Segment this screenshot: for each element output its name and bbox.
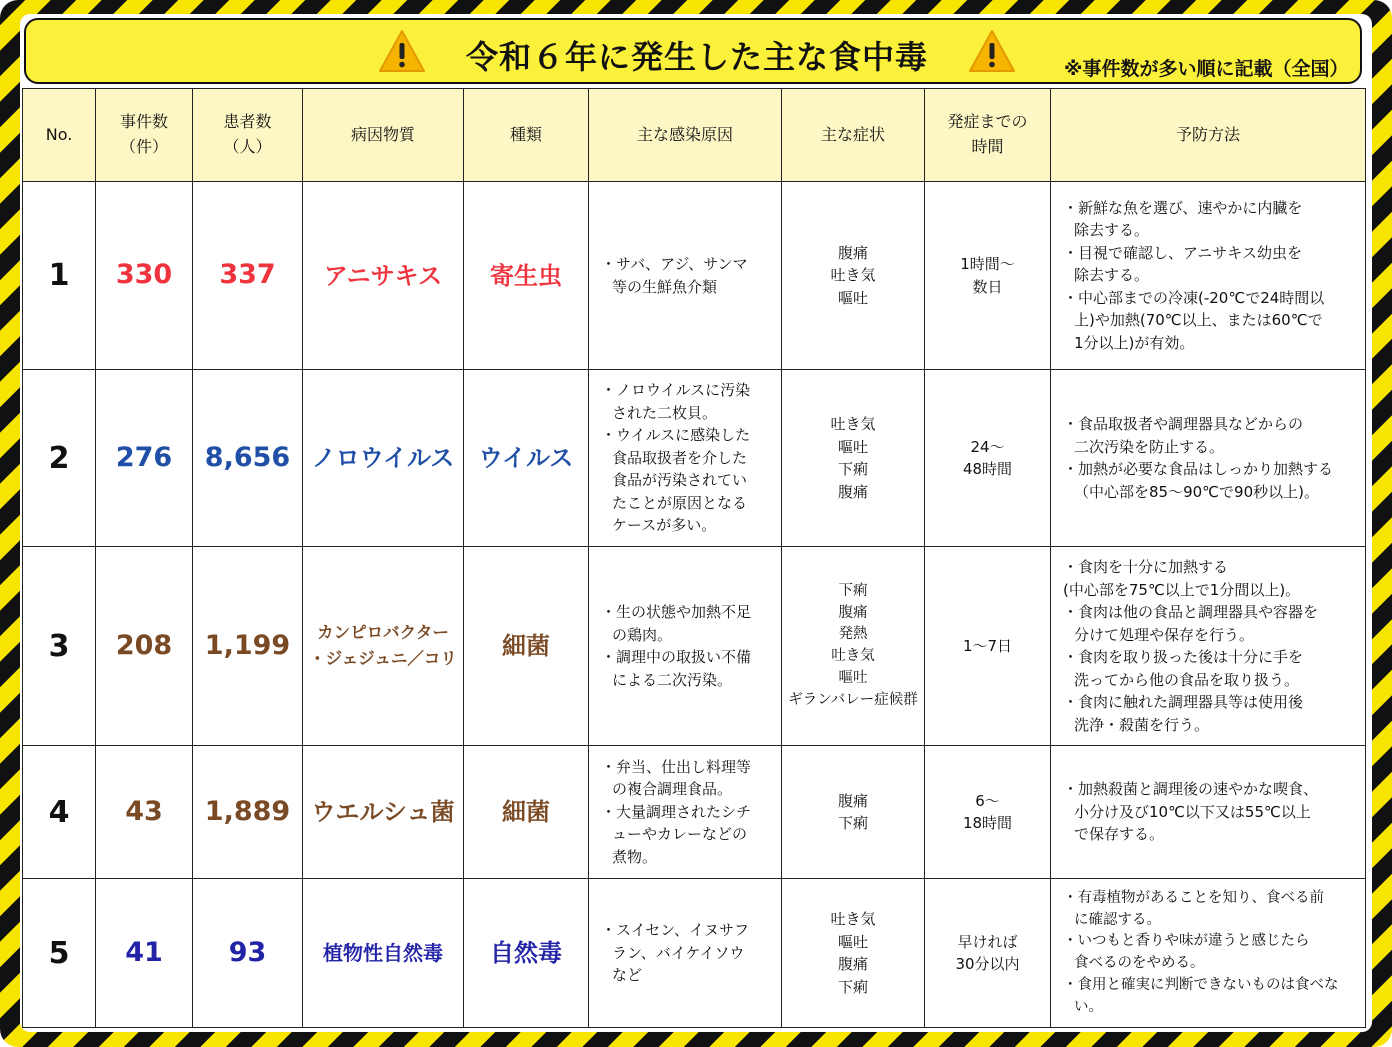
pathogen-type: ウイルス [464,370,589,547]
pathogen-type: 寄生虫 [464,182,589,370]
prevention-methods: ・加熱殺菌と調理後の速やかな喫食、 小分け及び10℃以下又は55℃以上 で保存する。 [1051,746,1366,879]
table-header-row [23,89,1366,182]
incident-count: 330 [96,182,193,370]
pathogen-type: 細菌 [464,746,589,879]
prevention-methods: ・食品取扱者や調理器具などからの 二次汚染を防止する。 ・加熱が必要な食品はしっかり加熱する （中心部を85～90℃で90秒以上)。 [1051,370,1366,547]
col-incidents: 事件数 （件） [96,89,193,182]
pathogen-name: ウエルシュ菌 [303,746,464,879]
col-cause: 主な感染原因 [589,89,782,182]
onset-time: 1時間～ 数日 [925,182,1051,370]
prevention-methods: ・新鮮な魚を選び、速やかに内臓を 除去する。 ・目視で確認し、アニサキス幼虫を 除去する。 ・中心部までの冷凍(-20℃で24時間以 上)や加熱(70℃以上、または60℃で 1分以上)が有効。 [1051,182,1366,370]
warning-icon [378,28,426,74]
col-prevention: 予防方法 [1051,89,1366,182]
pathogen-type: 細菌 [464,547,589,746]
patient-count: 1,199 [193,547,303,746]
pathogen-name: アニサキス [303,182,464,370]
col-type: 種類 [464,89,589,182]
patient-count: 1,889 [193,746,303,879]
sort-note: ※事件数が多い順に記載（全国） [1064,58,1349,80]
row-number: 2 [23,370,96,547]
col-patients: 患者数 （人） [193,89,303,182]
infection-cause: ・生の状態や加熱不足 の鶏肉。 ・調理中の取扱い不備 による二次汚染。 [589,547,782,746]
symptoms: 吐き気 嘔吐 腹痛 下痢 [782,879,925,1028]
onset-time: 1～7日 [925,547,1051,746]
page-title: 令和６年に発生した主な食中毒 [466,38,929,76]
table-row [23,879,1366,1028]
onset-time: 6～ 18時間 [925,746,1051,879]
pathogen-name: ノロウイルス [303,370,464,547]
table-row [23,547,1366,746]
row-number: 4 [23,746,96,879]
col-no: No. [23,89,96,182]
col-agent: 病因物質 [303,89,464,182]
incident-count: 276 [96,370,193,547]
row-number: 1 [23,182,96,370]
patient-count: 93 [193,879,303,1028]
patient-count: 8,656 [193,370,303,547]
prevention-methods: ・有毒植物があることを知り、食べる前 に確認する。 ・いつもと香りや味が違うと感じたら 食べるのをやめる。 ・食用と確実に判断できないものは食べな い。 [1051,879,1366,1028]
col-onset: 発症までの 時間 [925,89,1051,182]
infection-cause: ・サバ、アジ、サンマ 等の生鮮魚介類 [589,182,782,370]
table-row [23,746,1366,879]
infection-cause: ・ノロウイルスに汚染 された二枚貝。 ・ウイルスに感染した 食品取扱者を介した 食品が汚染されてい たことが原因となる ケースが多い。 [589,370,782,547]
pathogen-name: 植物性自然毒 [303,879,464,1028]
incident-count: 43 [96,746,193,879]
table-row [23,182,1366,370]
warning-icon [968,28,1016,74]
food-poisoning-table [22,88,1366,1028]
symptoms: 吐き気 嘔吐 下痢 腹痛 [782,370,925,547]
incident-count: 41 [96,879,193,1028]
symptoms: 腹痛 吐き気 嘔吐 [782,182,925,370]
pathogen-type: 自然毒 [464,879,589,1028]
infection-cause: ・スイセン、イヌサフ ラン、バイケイソウ など [589,879,782,1028]
onset-time: 早ければ 30分以内 [925,879,1051,1028]
patient-count: 337 [193,182,303,370]
incident-count: 208 [96,547,193,746]
pathogen-name: カンピロバクター ・ジェジュニ／コリ [303,547,464,746]
title-banner [24,18,1362,84]
infection-cause: ・弁当、仕出し料理等 の複合調理食品。 ・大量調理されたシチ ューやカレーなどの 煮物。 [589,746,782,879]
symptoms: 腹痛 下痢 [782,746,925,879]
row-number: 5 [23,879,96,1028]
symptoms: 下痢 腹痛 発熱 吐き気 嘔吐 ギランバレー症候群 [782,547,925,746]
col-symptoms: 主な症状 [782,89,925,182]
prevention-methods: ・食肉を十分に加熱する (中心部を75℃以上で1分間以上)。 ・食肉は他の食品と調理器具や容器を 分けて処理や保存を行う。 ・食肉を取り扱った後は十分に手を 洗ってから他の食品を取り扱う。 ・食肉に触れた調理器具等は使用後 洗浄・殺菌を行う。 [1051,547,1366,746]
row-number: 3 [23,547,96,746]
table-row [23,370,1366,547]
onset-time: 24～ 48時間 [925,370,1051,547]
